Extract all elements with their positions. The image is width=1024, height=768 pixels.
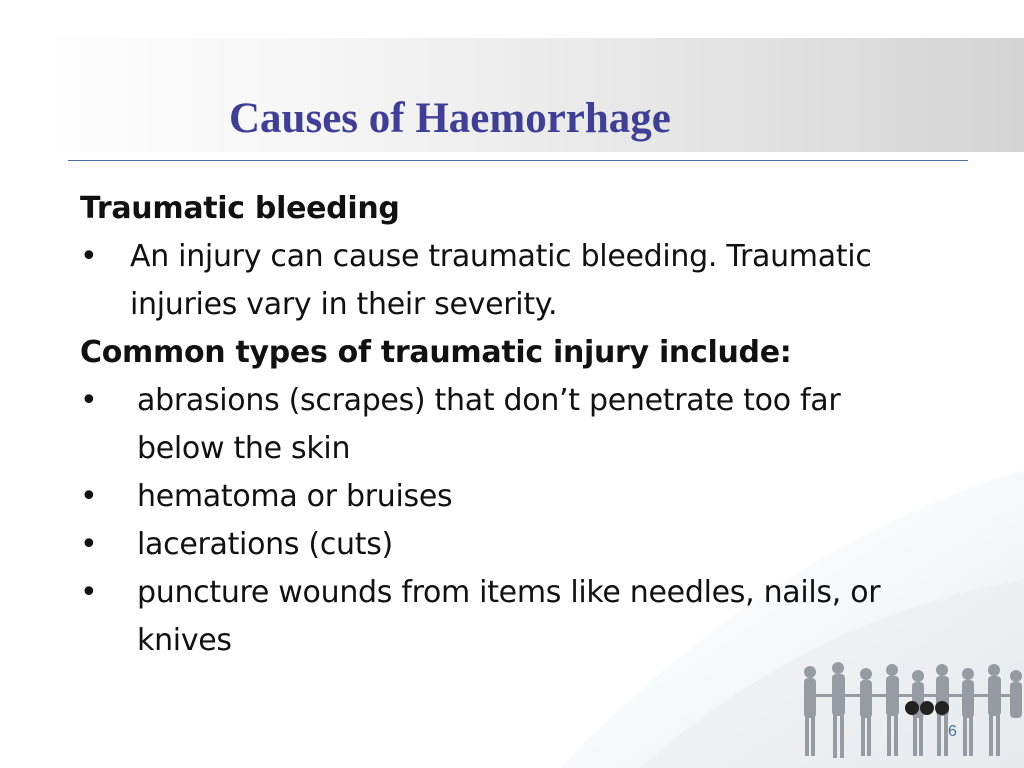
bullet-icon: • bbox=[80, 479, 98, 514]
bullet-text: hematoma or bruises bbox=[137, 479, 453, 514]
bullet-icon: • bbox=[80, 575, 98, 610]
heading-common-types: Common types of traumatic injury include: bbox=[80, 335, 792, 370]
slide-title: Causes of Haemorrhage bbox=[229, 95, 671, 142]
bullet-text: abrasions (scrapes) that don’t penetrate too far below the skin bbox=[137, 383, 841, 466]
title-underline bbox=[68, 160, 968, 161]
bullet-icon: • bbox=[80, 239, 98, 274]
slide-number: 6 bbox=[948, 723, 957, 740]
bullet-item bbox=[80, 233, 950, 329]
bullet-item bbox=[80, 521, 950, 569]
bullet-icon: • bbox=[80, 383, 98, 418]
slide-body bbox=[80, 185, 950, 665]
bullet-text: An injury can cause traumatic bleeding. Traumatic injuries vary in their severity. bbox=[130, 239, 872, 322]
bullet-text: puncture wounds from items like needles, nails, or knives bbox=[137, 575, 881, 658]
bullet-icon: • bbox=[80, 527, 98, 562]
heading-traumatic-bleeding: Traumatic bleeding bbox=[80, 191, 400, 226]
bullet-text: lacerations (cuts) bbox=[137, 527, 393, 562]
bullet-item bbox=[80, 473, 950, 521]
bullet-item bbox=[80, 377, 950, 473]
people-silhouettes-image bbox=[790, 650, 1024, 768]
